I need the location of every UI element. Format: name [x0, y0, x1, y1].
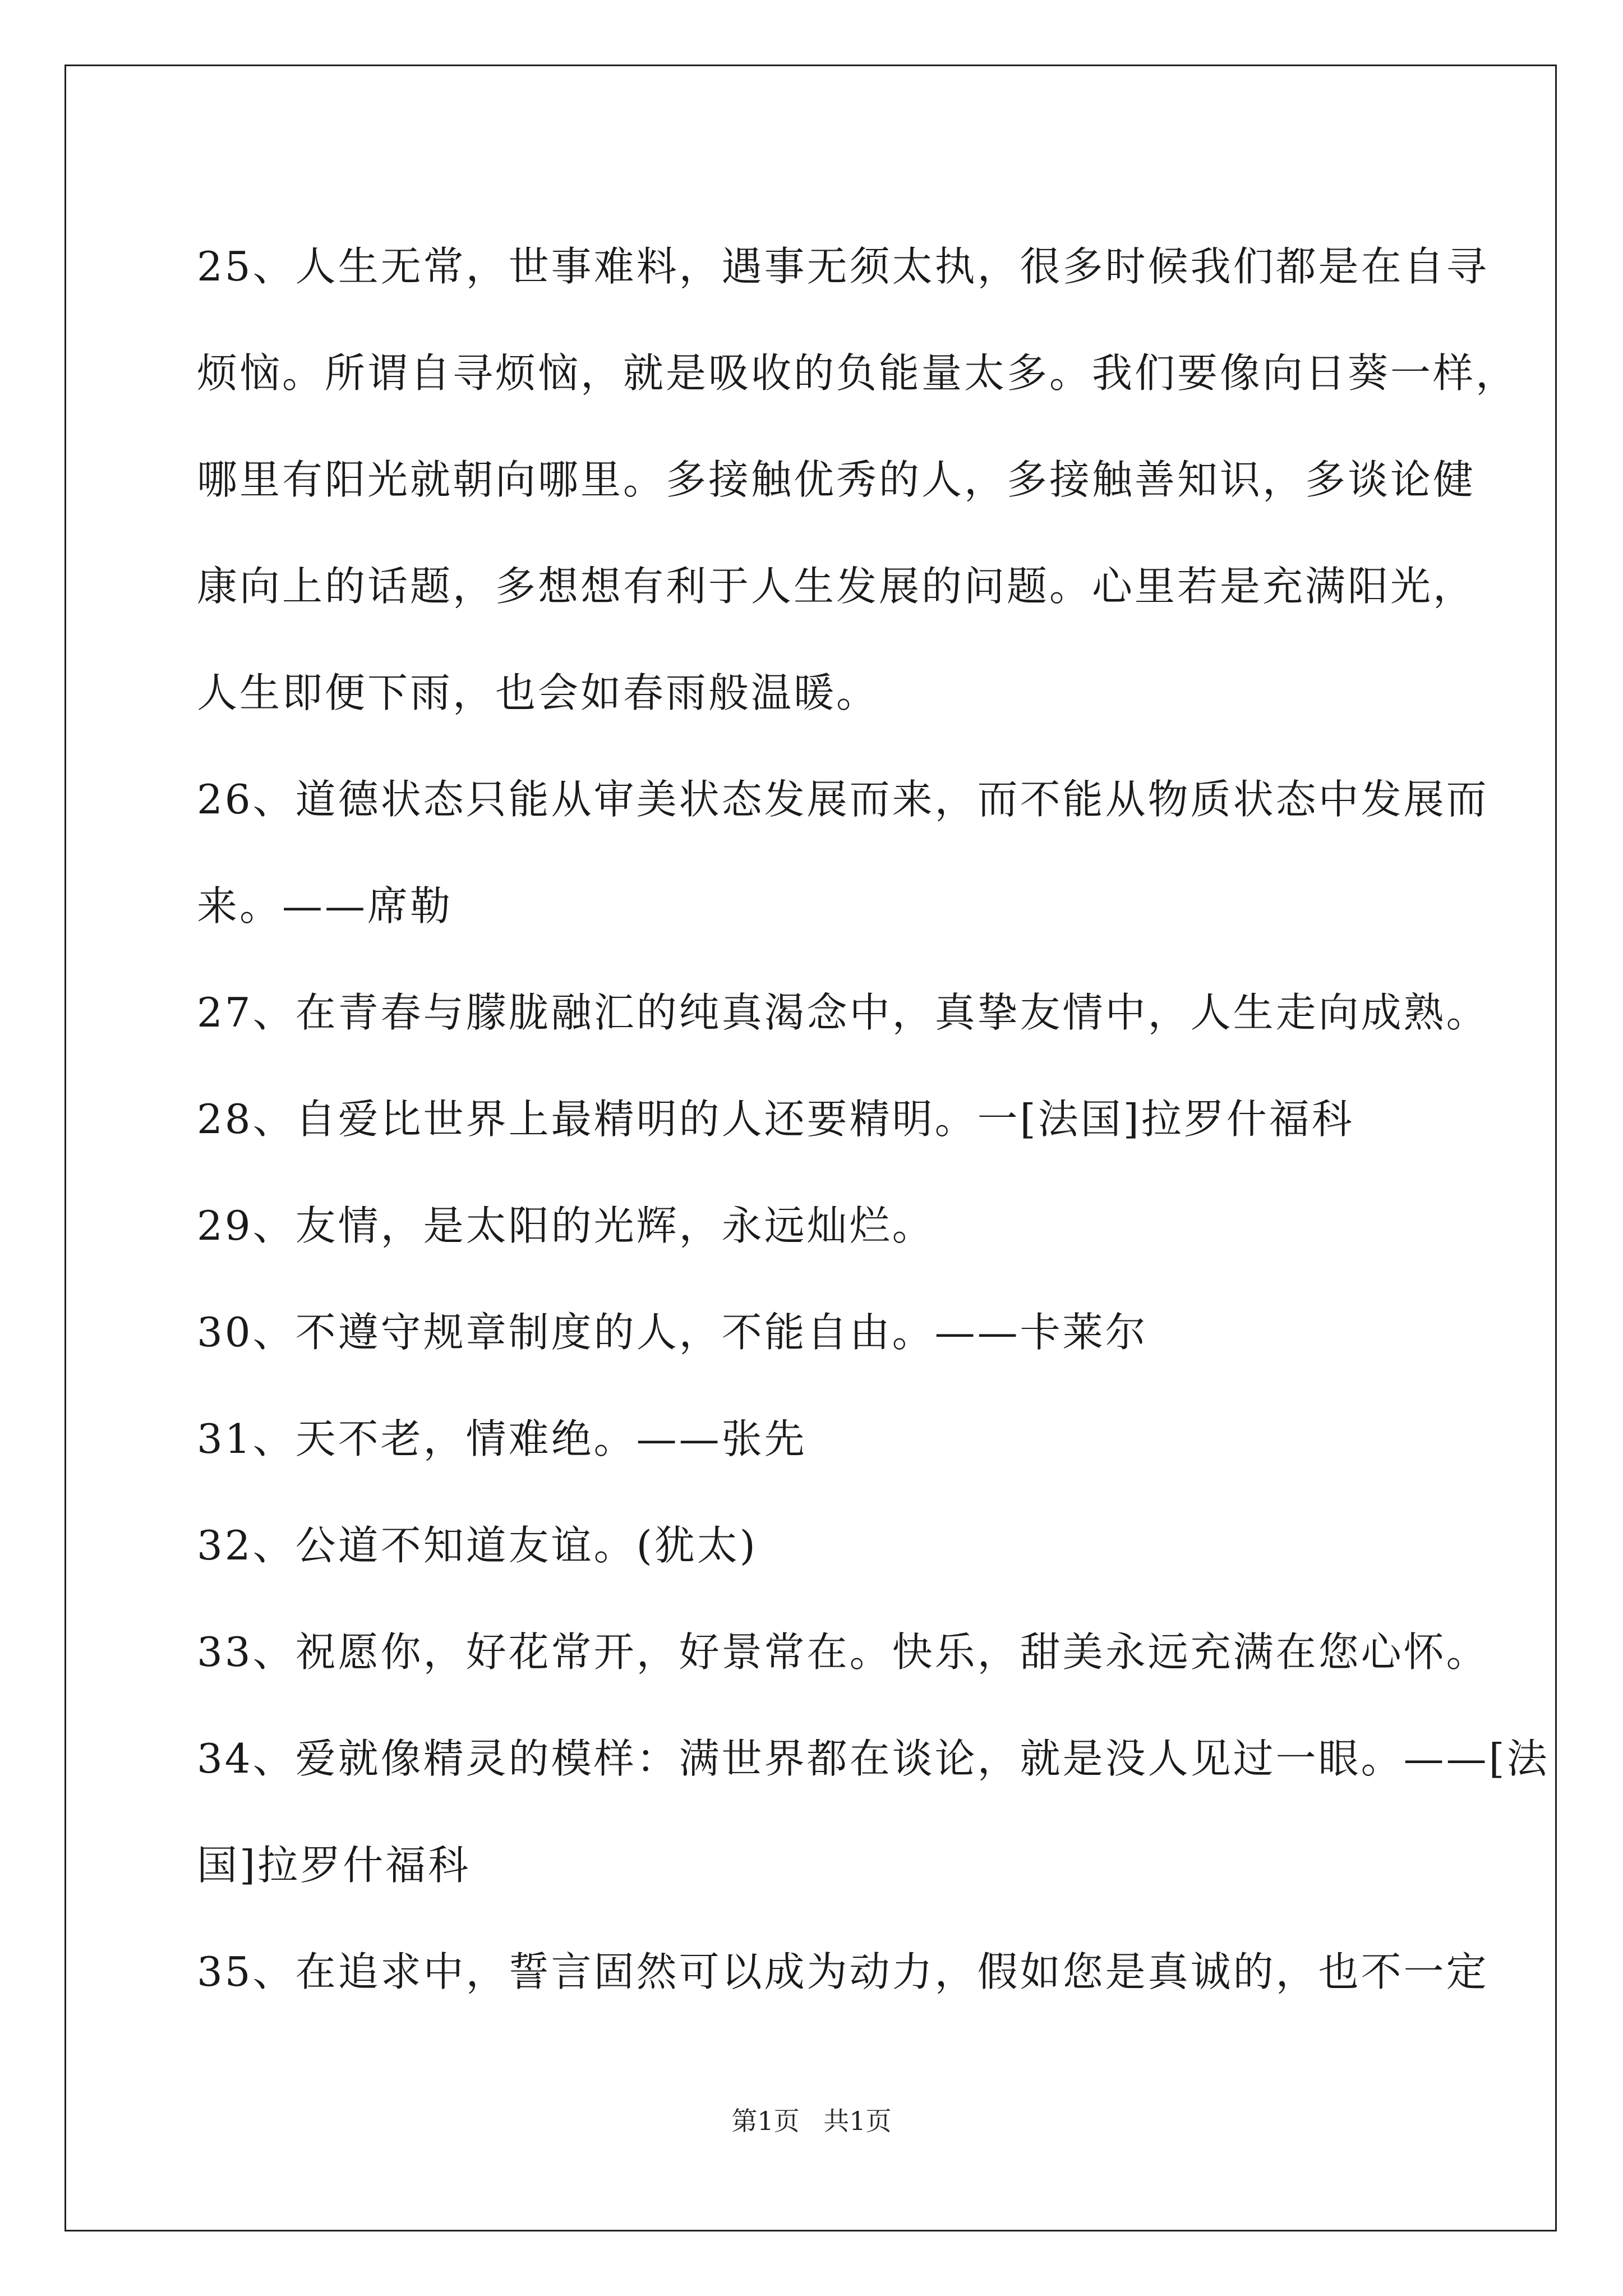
text-line: 29、友情，是太阳的光辉，永远灿烂。 — [197, 1202, 935, 1249]
text-line: 康向上的话题，多想想有利于人生发展的问题。心里若是充满阳光， — [197, 563, 1476, 610]
text-line: 34、爱就像精灵的模样：满世界都在谈论，就是没人见过一眼。——[法 — [197, 1735, 1550, 1782]
text-line: 来。——席勒 — [197, 882, 453, 930]
text-line: 人生即便下雨，也会如春雨般温暖。 — [197, 669, 879, 716]
text-line: 31、天不老，情难绝。——张先 — [197, 1415, 807, 1462]
text-line: 30、不遵守规章制度的人，不能自由。——卡莱尔 — [197, 1309, 1148, 1356]
text-line: 27、在青春与朦胧融汇的纯真渴念中，真挚友情中，人生走向成熟。 — [197, 989, 1489, 1036]
text-line: 25、人生无常，世事难料，遇事无须太执，很多时候我们都是在自寻 — [197, 243, 1489, 290]
page-number: 第1页 — [731, 2106, 800, 2136]
document-body — [197, 213, 1550, 2025]
page-total: 共1页 — [823, 2106, 892, 2136]
text-line: 35、在追求中，誓言固然可以成为动力，假如您是真诚的，也不一定 — [197, 1948, 1489, 1995]
text-line: 烦恼。所谓自寻烦恼，就是吸收的负能量太多。我们要像向日葵一样， — [197, 349, 1519, 397]
text-line: 32、公道不知道友谊。(犹太) — [197, 1522, 758, 1569]
text-line: 33、祝愿你，好花常开，好景常在。快乐，甜美永远充满在您心怀。 — [197, 1628, 1489, 1676]
text-line: 28、自爱比世界上最精明的人还要精明。一[法国]拉罗什福科 — [197, 1096, 1354, 1143]
page-footer — [0, 2101, 1623, 2138]
text-line: 26、道德状态只能从审美状态发展而来，而不能从物质状态中发展而 — [197, 776, 1489, 823]
text-line: 国]拉罗什福科 — [197, 1842, 471, 1889]
text-line: 哪里有阳光就朝向哪里。多接触优秀的人，多接触善知识，多谈论健 — [197, 456, 1476, 503]
